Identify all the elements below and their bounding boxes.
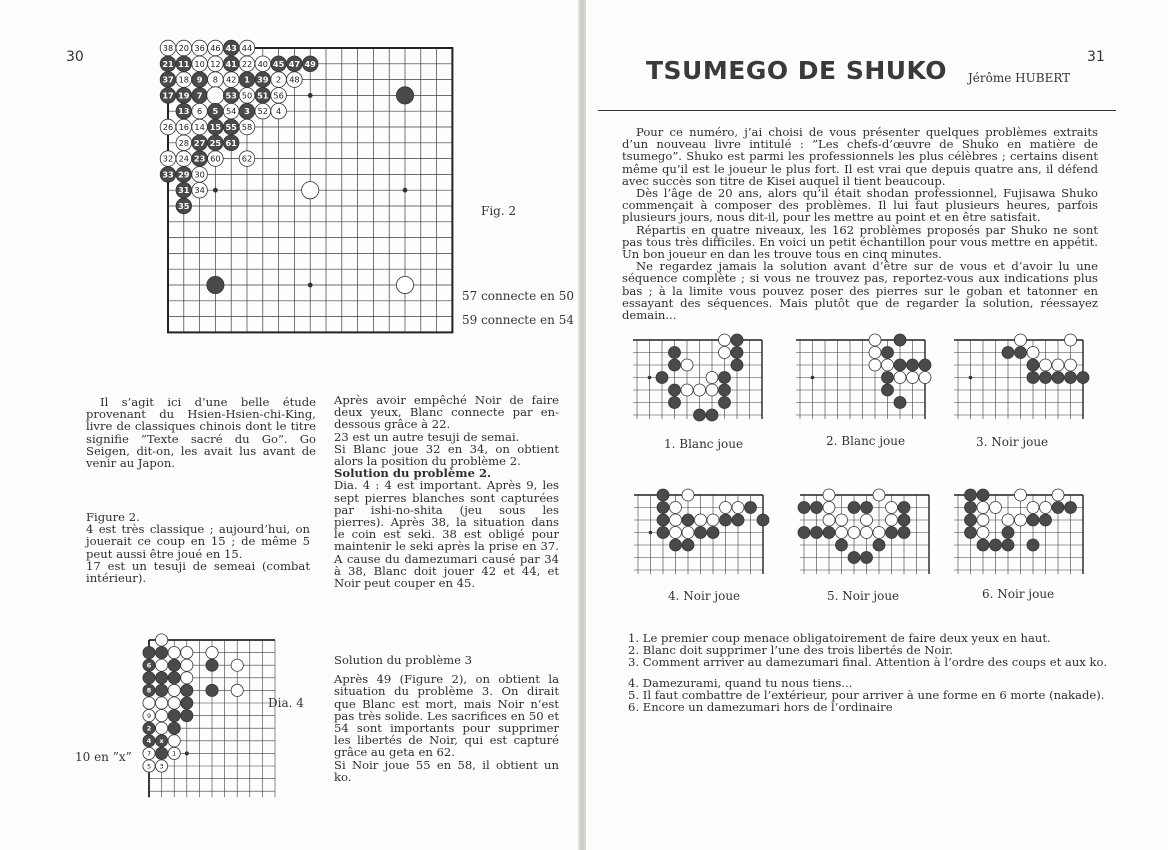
solution-3	[334, 654, 559, 783]
column-2-para-3: Si Blanc joue 32 en 34, on obtient alors la position du problème 2.	[334, 441, 559, 469]
star-point	[403, 188, 408, 193]
black-stone	[695, 527, 707, 539]
black-stone	[206, 659, 218, 671]
white-stone	[720, 502, 732, 514]
black-stone	[719, 372, 731, 384]
white-stone	[977, 514, 989, 526]
solution-2-heading: Solution du problème 2.	[334, 466, 492, 481]
move-number: 20	[178, 42, 190, 53]
move-number: 9	[196, 74, 203, 85]
white-stone	[207, 87, 224, 104]
move-number: 6	[196, 106, 203, 117]
star-point	[969, 376, 973, 380]
move-number: 18	[178, 74, 190, 85]
hint-6: 6. Encore un damezumari hors de l’ordinaire	[628, 700, 893, 715]
move-number: 2	[275, 74, 282, 85]
move-number: 13	[178, 106, 190, 117]
white-stone	[231, 684, 243, 696]
black-stone	[143, 672, 155, 684]
black-stone	[848, 552, 860, 564]
move-number: 1	[172, 749, 177, 758]
black-stone	[919, 359, 931, 371]
article-body	[622, 126, 1098, 321]
move-number: 58	[241, 121, 253, 132]
move-number: 9	[146, 711, 152, 720]
move-number: 43	[225, 42, 237, 53]
move-number: 38	[162, 42, 174, 53]
black-stone	[669, 359, 681, 371]
white-stone	[302, 182, 319, 199]
intro-paragraph	[86, 396, 316, 469]
black-stone	[720, 514, 732, 526]
problem-5-board	[798, 489, 938, 581]
move-number: 22	[241, 58, 253, 69]
move-number: 49	[304, 58, 316, 69]
black-stone	[798, 527, 810, 539]
black-stone	[168, 722, 180, 734]
move-number: 7	[146, 749, 152, 758]
black-stone	[861, 552, 873, 564]
black-stone	[656, 372, 668, 384]
black-stone	[669, 384, 681, 396]
star-point	[308, 93, 313, 98]
move-number: 46	[210, 42, 221, 53]
star-point	[648, 376, 652, 380]
black-stone	[694, 409, 706, 421]
black-stone	[669, 397, 681, 409]
white-stone	[869, 359, 881, 371]
figure-2-text: 4 est très classique ; aujourd’hui, on jouerait ce coup en 15 ; de même 5 peut aussi être joué en 15.	[86, 522, 310, 561]
move-number: 27	[193, 137, 206, 148]
move-number: 16	[178, 121, 190, 132]
white-stone	[823, 489, 835, 501]
white-stone	[1027, 502, 1039, 514]
white-stone	[181, 659, 193, 671]
black-stone	[898, 514, 910, 526]
intro-text: Il s’agit ici d’une belle étude provenant du Hsien-Hsien-chi-King, livre de classiques chinois dont le titre signifie ”Texte sacré du Go”. Go Seigen, dit-on, les avait lus avant de venir au Japon.	[86, 395, 316, 471]
white-stone	[869, 334, 881, 346]
white-stone	[706, 372, 718, 384]
white-stone	[1065, 334, 1077, 346]
page-number-right: 31	[1087, 49, 1105, 65]
move-number: 12	[210, 58, 221, 69]
figure-2-commentary	[86, 511, 310, 584]
white-stone	[168, 684, 180, 696]
problem-4-caption: 4. Noir joue	[668, 589, 741, 603]
white-stone	[1015, 334, 1027, 346]
black-stone	[657, 489, 669, 501]
problem-6-board	[952, 489, 1092, 581]
black-stone	[823, 527, 835, 539]
white-stone	[1015, 514, 1027, 526]
white-stone	[707, 514, 719, 526]
figure-2-note-2: 59 connecte en 54	[462, 313, 574, 327]
black-stone	[731, 359, 743, 371]
dia-4-caption: Dia. 4	[268, 696, 304, 710]
black-stone	[886, 527, 898, 539]
white-stone	[181, 672, 193, 684]
white-stone	[719, 334, 731, 346]
black-stone	[898, 502, 910, 514]
white-stone	[732, 502, 744, 514]
move-number: 50	[241, 90, 253, 101]
move-number: 55	[225, 121, 237, 132]
black-stone	[811, 527, 823, 539]
figure-2-note-1: 57 connecte en 50	[462, 289, 574, 303]
white-stone	[181, 647, 193, 659]
white-stone	[861, 514, 873, 526]
white-stone	[156, 634, 168, 646]
black-stone	[836, 539, 848, 551]
move-number: 5	[146, 762, 152, 771]
black-stone	[965, 502, 977, 514]
move-number: 8	[212, 74, 219, 85]
black-stone	[1040, 514, 1052, 526]
move-number: 7	[196, 90, 203, 101]
white-stone	[990, 502, 1002, 514]
move-number: 4	[275, 106, 282, 117]
black-stone	[207, 276, 224, 293]
black-stone	[731, 347, 743, 359]
white-stone	[694, 384, 706, 396]
move-number: 51	[257, 90, 269, 101]
star-point	[213, 188, 218, 193]
move-number: 6	[146, 661, 152, 670]
move-number: 1	[244, 74, 250, 85]
white-stone	[873, 489, 885, 501]
white-stone	[206, 647, 218, 659]
white-stone	[231, 659, 243, 671]
black-stone	[1027, 372, 1039, 384]
white-stone	[1002, 514, 1014, 526]
black-stone	[1052, 372, 1064, 384]
move-number: 37	[162, 74, 174, 85]
move-number: 35	[178, 200, 190, 211]
star-point	[308, 283, 313, 288]
white-stone	[886, 514, 898, 526]
move-number: 40	[257, 58, 269, 69]
problem-2-board	[794, 334, 934, 426]
white-stone	[861, 527, 873, 539]
move-number: 15	[209, 121, 222, 132]
black-stone	[798, 502, 810, 514]
white-stone	[869, 347, 881, 359]
white-stone	[168, 697, 180, 709]
black-stone	[731, 334, 743, 346]
black-stone	[1065, 372, 1077, 384]
move-number: 54	[225, 106, 237, 117]
hint-3: 3. Comment arriver au damezumari final. Attention à l’ordre des coups et aux ko.	[628, 655, 1108, 670]
black-stone	[168, 672, 180, 684]
black-stone	[894, 334, 906, 346]
problem-5-caption: 5. Noir joue	[827, 589, 900, 603]
hints-list	[628, 632, 1107, 713]
move-number: 25	[209, 137, 222, 148]
move-number: 33	[162, 169, 174, 180]
article-paragraph-2: Dès l’âge de 20 ans, alors qu’il était shodan professionnel, Fujisawa Shuko commençait à composer des problèmes. Il lui faut plusieurs heures, parfois plusieurs jours, nous dit-il, pour les mettre au point et en être satisfait.	[622, 186, 1098, 225]
black-stone	[168, 659, 180, 671]
page-number-left: 30	[66, 49, 84, 65]
white-stone	[168, 735, 180, 747]
white-stone	[682, 527, 694, 539]
figure-2-board	[160, 40, 460, 360]
black-stone	[181, 710, 193, 722]
white-stone	[670, 527, 682, 539]
figure-2-text-2: 17 est un tesuji de semeai (combat intérieur).	[86, 558, 310, 586]
black-stone	[719, 397, 731, 409]
black-stone	[894, 397, 906, 409]
move-number: 3	[159, 762, 164, 771]
white-stone	[1065, 359, 1077, 371]
white-stone	[1040, 502, 1052, 514]
white-stone	[977, 502, 989, 514]
move-number: 44	[241, 42, 253, 53]
black-stone	[156, 647, 168, 659]
white-stone	[886, 502, 898, 514]
white-stone	[823, 514, 835, 526]
move-number: 48	[289, 74, 300, 85]
move-number: 8	[146, 686, 152, 695]
white-stone	[396, 276, 413, 293]
hint-4: 4. Damezurami, quand tu nous tiens...	[628, 675, 853, 690]
move-number: 42	[225, 74, 237, 85]
solution-2-text: Dia. 4 : 4 est important. Après 9, les sept pierres blanches sont capturées par ishi-no-shita (jeu sous les pierres). Après 38, la situation dans le coin est seki. 38 est obligé pour maintenir le seki après la prise en 37. A cause du damezumari causé par 34 à 38, Blanc doit jouer 42 et 44, et Noir peut couper en 45.	[334, 478, 559, 591]
white-stone	[670, 514, 682, 526]
problem-3-board	[952, 334, 1092, 426]
solution-3-text-2: Si Noir joue 55 en 58, il obtient un ko.	[334, 757, 559, 784]
black-stone	[907, 359, 919, 371]
problem-1-caption: 1. Blanc joue	[664, 437, 744, 451]
black-stone	[1002, 539, 1014, 551]
figure-2-caption: Fig. 2	[481, 204, 517, 218]
black-stone	[873, 539, 885, 551]
white-stone	[670, 502, 682, 514]
white-stone	[894, 372, 906, 384]
black-stone	[1002, 347, 1014, 359]
black-stone	[1077, 372, 1089, 384]
white-stone	[907, 372, 919, 384]
black-stone	[1027, 514, 1039, 526]
black-stone	[396, 87, 413, 104]
white-stone	[706, 384, 718, 396]
black-stone	[706, 409, 718, 421]
problem-6-caption: 6. Noir joue	[982, 587, 1055, 601]
black-stone	[1027, 359, 1039, 371]
move-number: 32	[162, 153, 174, 164]
black-stone	[657, 502, 669, 514]
move-number: 52	[257, 106, 269, 117]
black-stone	[719, 384, 731, 396]
black-stone	[732, 514, 744, 526]
white-stone	[836, 514, 848, 526]
white-stone	[156, 659, 168, 671]
move-number: 30	[194, 169, 205, 180]
dia-4-note: 10 en ”x”	[75, 750, 132, 764]
white-stone	[681, 384, 693, 396]
dia-4-board	[140, 628, 280, 798]
black-stone	[181, 684, 193, 696]
hint-1: 1. Le premier coup menace obligatoirement de faire deux yeux en haut.	[628, 631, 1051, 645]
black-stone	[965, 514, 977, 526]
move-number: 45	[272, 58, 285, 69]
star-point	[649, 531, 653, 535]
move-number: 26	[162, 121, 174, 132]
black-stone	[1065, 502, 1077, 514]
star-point	[811, 376, 815, 380]
move-number: 61	[225, 137, 237, 148]
move-number: 14	[194, 121, 205, 132]
black-stone	[977, 489, 989, 501]
move-number: 21	[162, 58, 174, 69]
black-stone	[757, 514, 769, 526]
white-stone	[1040, 359, 1052, 371]
black-stone	[1040, 372, 1052, 384]
move-number: 23	[193, 153, 206, 164]
move-number: 41	[225, 58, 237, 69]
black-stone	[882, 347, 894, 359]
move-number: 39	[257, 74, 269, 85]
problem-4-board	[632, 489, 772, 581]
move-number: 31	[178, 185, 190, 196]
article-paragraph-3: Répartis en quatre niveaux, les 162 problèmes proposés par Shuko ne sont pas tous très difficiles. En voici un petit échantillon pour vous mettre en appétit. Un bon joueur en dan les trouve tous en cinq minutes.	[622, 222, 1098, 262]
column-2-para-2: 23 est un autre tesuji de semai.	[334, 429, 520, 444]
black-stone	[657, 514, 669, 526]
article-author: Jérôme HUBERT	[968, 71, 1071, 85]
column-2-para-1: Après avoir empêché Noir de faire deux yeux, Blanc connecte par en-dessous grâce à 22.	[334, 393, 559, 432]
move-number: 62	[241, 153, 253, 164]
hint-2: 2. Blanc doit supprimer l’une des trois libertés de Noir.	[628, 643, 954, 658]
black-stone	[682, 514, 694, 526]
move-number: 28	[178, 137, 190, 148]
black-stone	[1015, 347, 1027, 359]
move-number: 17	[162, 90, 174, 101]
black-stone	[156, 672, 168, 684]
black-stone	[848, 502, 860, 514]
book-spine	[578, 0, 586, 850]
white-stone	[1052, 359, 1064, 371]
hint-5: 5. Il faut combattre de l’extérieur, pour arriver à une forme en 6 morte (nakade).	[628, 687, 1105, 702]
article-paragraph-1: Pour ce numéro, j’ai choisi de vous présenter quelques problèmes extraits d’un nouveau livre intitulé : ”Les chefs-d’œuvre de Shuko en matière de tsumego”. Shuko est parmi les professionnels les plus célèbres ; certains disent même qu’il est le joueur le plus fort. Il est vrai que depuis quatre ans, il défend avec succès son titre de Kisei auquel il tient beaucoup.	[622, 125, 1098, 188]
white-stone	[882, 359, 894, 371]
white-stone	[848, 527, 860, 539]
black-stone	[990, 539, 1002, 551]
white-stone	[682, 489, 694, 501]
black-stone	[861, 502, 873, 514]
move-number: 2	[146, 724, 152, 733]
move-number: 10	[194, 58, 205, 69]
black-stone	[156, 747, 168, 759]
black-stone	[168, 710, 180, 722]
star-point	[185, 751, 189, 755]
white-stone	[156, 722, 168, 734]
black-stone	[965, 527, 977, 539]
move-number: 3	[244, 106, 250, 117]
white-stone	[156, 710, 168, 722]
move-number: 56	[273, 90, 284, 101]
black-stone	[1027, 539, 1039, 551]
solution-3-heading: Solution du problème 3	[334, 653, 473, 667]
move-number: 11	[178, 58, 190, 69]
problem-1-board	[631, 334, 771, 426]
black-stone	[898, 527, 910, 539]
white-stone	[1027, 347, 1039, 359]
move-number: 34	[194, 185, 205, 196]
white-stone	[1052, 489, 1064, 501]
move-number: 19	[178, 90, 190, 101]
move-number: 36	[194, 42, 205, 53]
white-stone	[695, 514, 707, 526]
black-stone	[882, 372, 894, 384]
white-stone	[156, 697, 168, 709]
article-title: TSUMEGO DE SHUKO	[646, 56, 948, 85]
black-stone	[894, 359, 906, 371]
solution-3-text: Après 49 (Figure 2), on obtient la situation du problème 3. On dirait que Blanc est mort, mais Noir n’est pas très solide. Les sacrifices en 50 et 54 sont importants pour supprimer les libertés de Noir, qui est capturé grâce au geta en 62.	[334, 672, 559, 760]
move-number: 24	[178, 153, 190, 164]
white-stone	[977, 527, 989, 539]
black-stone	[682, 539, 694, 551]
figure-2-heading: Figure 2.	[86, 510, 140, 524]
black-stone	[669, 347, 681, 359]
black-stone	[882, 384, 894, 396]
black-stone	[156, 684, 168, 696]
move-number: 53	[225, 90, 237, 101]
move-number: x	[159, 737, 164, 746]
problem-3-caption: 3. Noir joue	[976, 435, 1049, 449]
white-stone	[919, 372, 931, 384]
black-stone	[1052, 502, 1064, 514]
black-stone	[143, 647, 155, 659]
title-rule	[598, 110, 1116, 111]
black-stone	[707, 527, 719, 539]
white-stone	[168, 647, 180, 659]
black-stone	[965, 489, 977, 501]
white-stone	[143, 697, 155, 709]
white-stone	[719, 347, 731, 359]
black-stone	[670, 539, 682, 551]
move-number: 60	[210, 153, 221, 164]
move-number: 29	[178, 169, 190, 180]
black-stone	[811, 502, 823, 514]
move-number: 5	[212, 106, 219, 117]
black-stone	[181, 697, 193, 709]
black-stone	[977, 539, 989, 551]
article-paragraph-4: Ne regardez jamais la solution avant d’être sur de vous et d’avoir lu une séquence complète ; si vous ne trouvez pas, reportez-vous aux indications plus bas ; à la limite vous pouvez poser des pierres sur le goban et tatonner en essayant des séquences. Mais plutôt que de regarder la solution, réessayez demain...	[622, 259, 1098, 323]
column-2-text	[334, 394, 559, 589]
move-number: 4	[146, 737, 152, 746]
white-stone	[681, 359, 693, 371]
white-stone	[823, 502, 835, 514]
white-stone	[836, 527, 848, 539]
black-stone	[206, 684, 218, 696]
white-stone	[1015, 489, 1027, 501]
move-number: 47	[288, 58, 301, 69]
black-stone	[657, 527, 669, 539]
black-stone	[1002, 527, 1014, 539]
problem-2-caption: 2. Blanc joue	[826, 434, 906, 448]
white-stone	[873, 527, 885, 539]
black-stone	[745, 502, 757, 514]
